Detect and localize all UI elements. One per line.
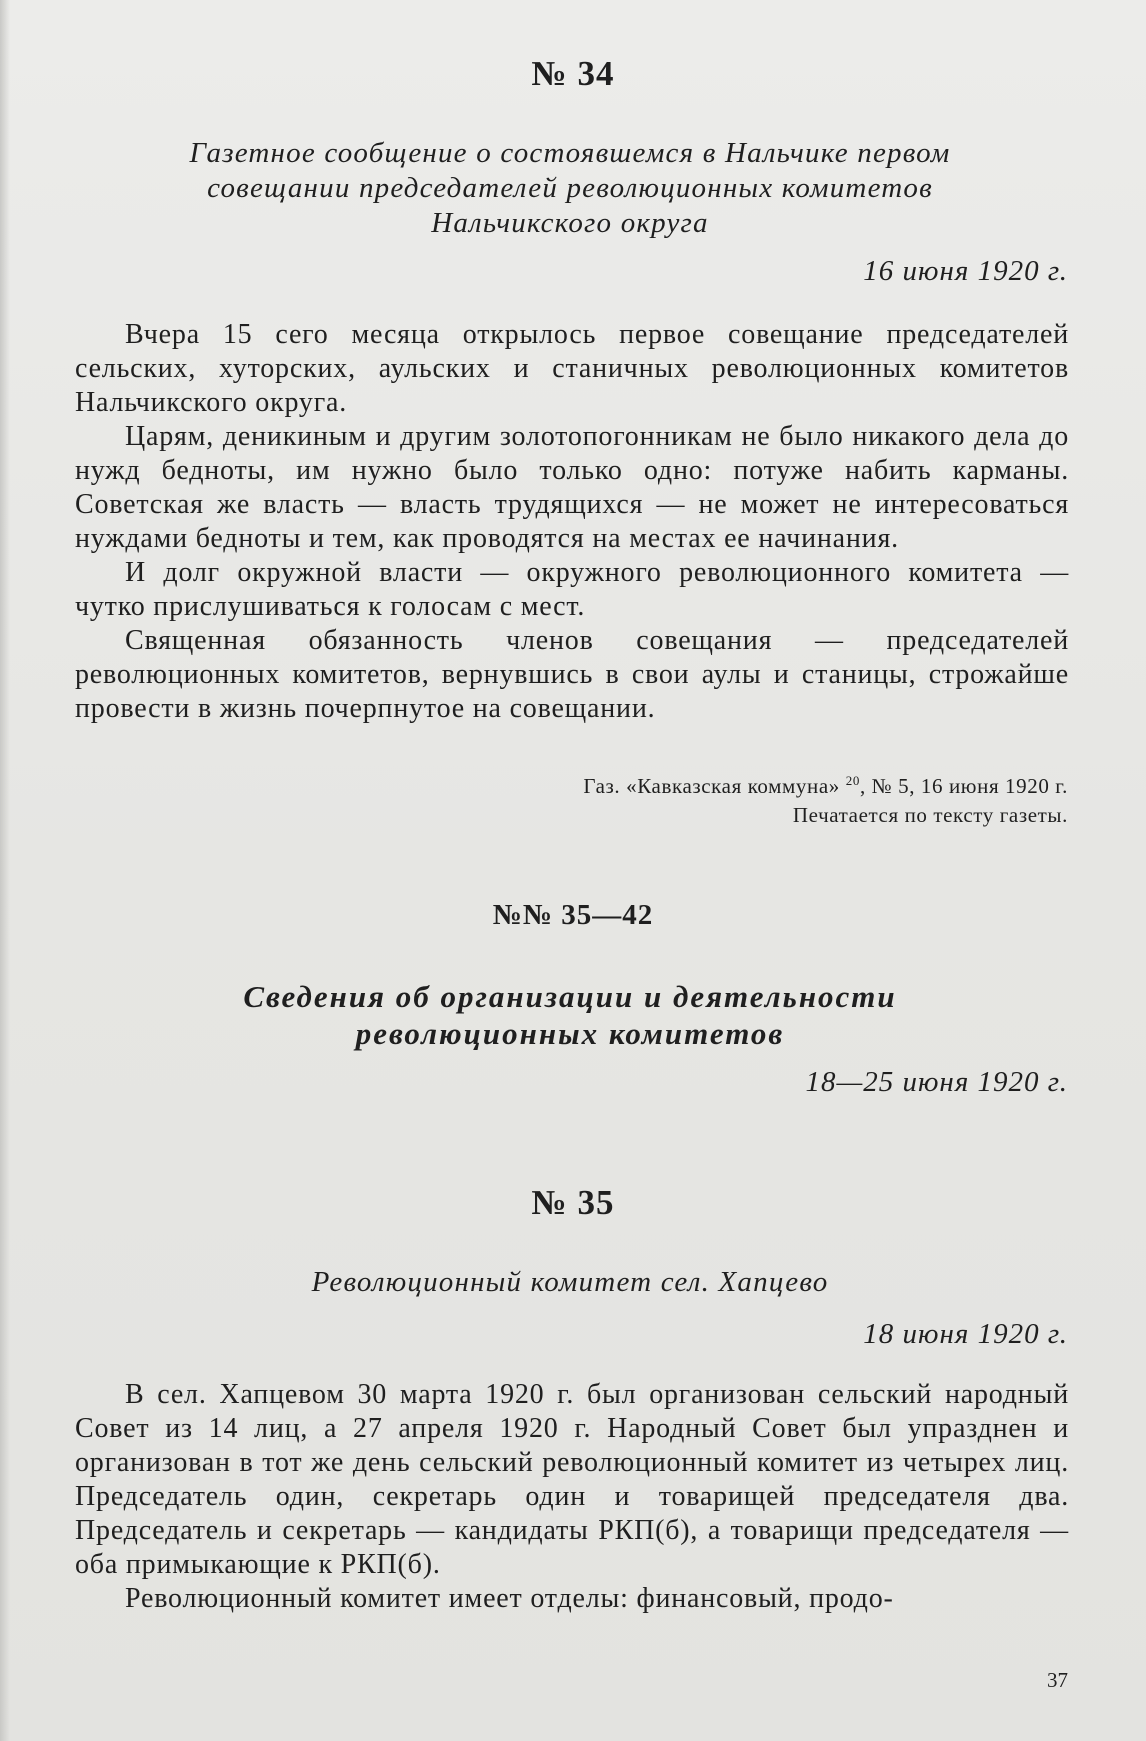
doc34-body xyxy=(75,318,1069,726)
doc34-title-line: Газетное сообщение о состоявшемся в Нальчике первом xyxy=(189,137,951,169)
doc34-source xyxy=(268,766,1068,830)
footnote-marker: 20 xyxy=(845,773,860,788)
doc34-source-line xyxy=(268,766,1068,801)
doc35-paragraph: Революционный комитет имеет отделы: финансовый, продо- xyxy=(125,1583,894,1614)
doc34-title-line: Нальчикского округа xyxy=(431,207,709,239)
page-number: 37 xyxy=(1047,1668,1068,1692)
group-title xyxy=(70,978,1070,1052)
doc34-paragraph: Священная обязанность членов совещания — председателей революционных комитетов, вернувшись в свои аулы и станицы, строжайше провести в жизнь почерпнутое на совещании. xyxy=(75,625,1069,724)
group-number: №№ 35—42 xyxy=(492,899,654,931)
group-date: 18—25 июня 1920 г. xyxy=(805,1066,1068,1098)
doc34-date: 16 июня 1920 г. xyxy=(863,255,1068,287)
doc34-paragraph: И долг окружной власти — окружного революционного комитета — чутко прислушиваться к голосам с мест. xyxy=(75,557,1069,622)
doc34-title xyxy=(70,136,1070,241)
source-issue: , № 5, 16 июня 1920 г. xyxy=(859,774,1068,798)
doc35-body xyxy=(75,1378,1069,1616)
doc35-title: Революционный комитет сел. Хапцево xyxy=(311,1266,829,1298)
group-title-line: Сведения об организации и деятельности xyxy=(243,979,897,1014)
doc34-title-line: совещании председателей революционных комитетов xyxy=(207,172,933,204)
doc35-paragraph: В сел. Хапцевом 30 марта 1920 г. был организован сельский народный Совет из 14 лиц, а 27 апреля 1920 г. Народный Совет был упразднен и организован в тот же день сельский революционный комитет из четырех лиц. Председатель один, секретарь один и товарищей председателя два. Председатель и секретарь — кандидаты РКП(б), а товарищи председателя — оба примыкающие к РКП(б). xyxy=(75,1379,1069,1580)
page-shadow-edge xyxy=(0,0,10,1741)
doc35-date: 18 июня 1920 г. xyxy=(863,1318,1068,1350)
doc34-number: № 34 xyxy=(531,54,615,93)
doc35-number: № 35 xyxy=(531,1183,615,1222)
doc34-source-note: Печатается по тексту газеты. xyxy=(792,803,1068,827)
doc34-paragraph: Царям, деникиным и другим золотопогонникам не было никакого дела до нужд бедноты, им нужно было только одно: потуже набить карманы. Советская же власть — власть трудящихся — не может не интересоваться нуждами бедноты и тем, как проводятся на местах ее начинания. xyxy=(75,421,1069,554)
doc34-paragraph: Вчера 15 сего месяца открылось первое совещание председателей сельских, хуторских, аульских и станичных революционных комитетов Нальчикского округа. xyxy=(75,319,1069,418)
group-title-line: революционных комитетов xyxy=(355,1016,785,1051)
source-newspaper: Газ. «Кавказская коммуна» xyxy=(583,774,840,798)
